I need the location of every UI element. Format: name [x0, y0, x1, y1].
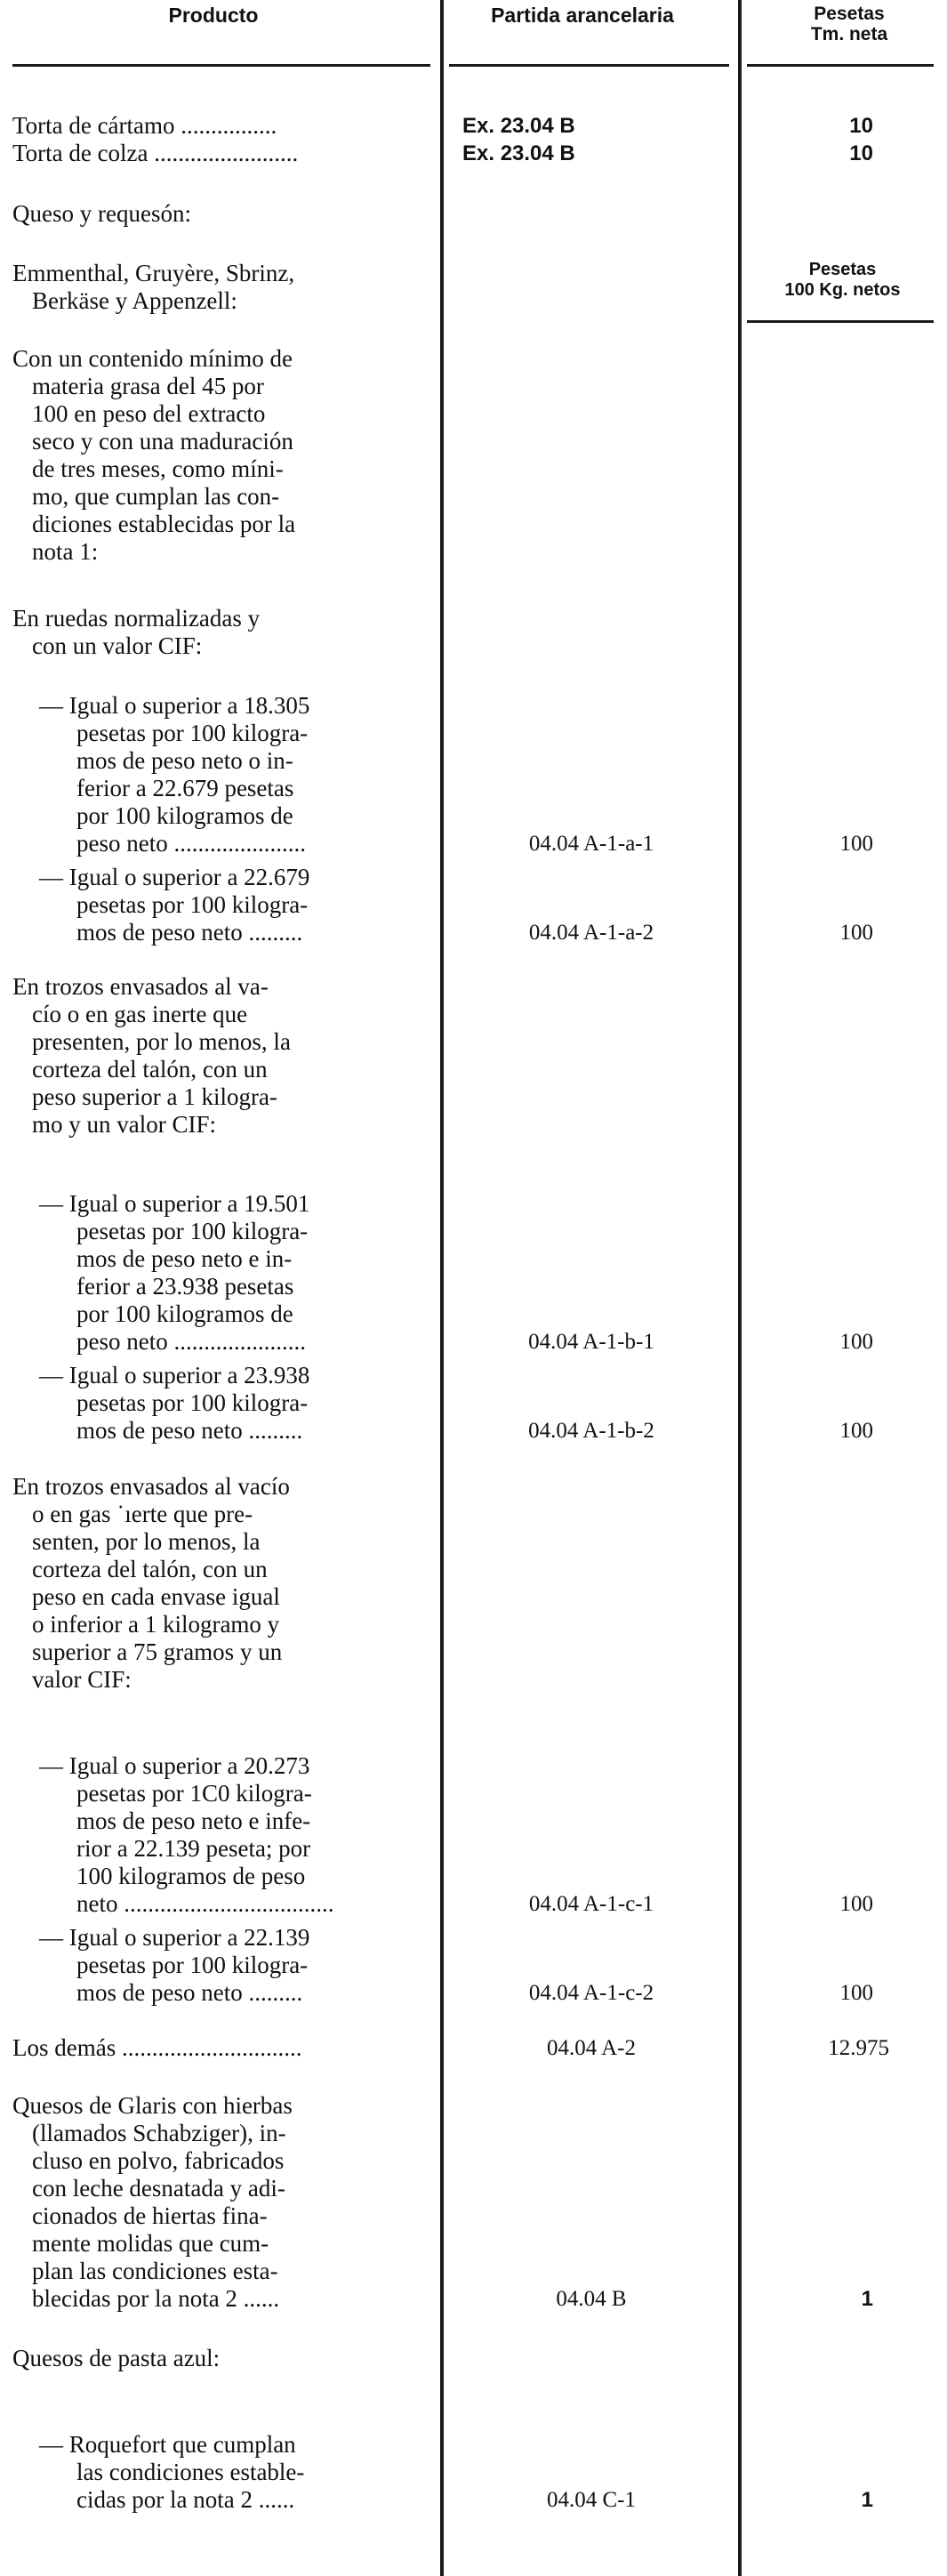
section-heading-emmenthal: [12, 260, 294, 315]
section-heading-queso: Queso y requesón:: [12, 200, 191, 227]
code-a-2: 04.04 A-2: [547, 2036, 636, 2060]
text-line: Berkäse y Appenzell:: [32, 287, 237, 314]
text-line: seco y con una maduración: [32, 428, 293, 455]
text-line: En trozos envasados al va-: [12, 973, 269, 1000]
text-line: — Igual o superior a 22.139: [39, 1924, 310, 1951]
text-line: peso neto ......................: [76, 1328, 306, 1355]
text-line: mos de peso neto e in-: [76, 1245, 293, 1272]
paragraph-trozos-igual-inferior-1kg: [12, 1473, 290, 1694]
value-a-2: 12.975: [828, 2036, 889, 2060]
value-a-1-c-1: 100: [839, 1892, 873, 1916]
text-line: de tres meses, como míni-: [32, 455, 284, 482]
text-line: cluso en polvo, fabricados: [32, 2147, 285, 2174]
text-line: mos de peso neto .........: [76, 1979, 303, 2006]
subheader-pesetas-100kg: [747, 260, 938, 301]
code-a-1-a-1: 04.04 A-1-a-1: [528, 832, 654, 856]
text-line: pesetas por 100 kilogra-: [76, 1389, 309, 1416]
row-value-torta-cartamo: 10: [849, 114, 873, 138]
value-c-1: 1: [861, 2488, 873, 2512]
value-a-1-b-1: 100: [839, 1330, 873, 1354]
text-line: — Igual o superior a 20.273: [39, 1752, 310, 1779]
text-line: blecidas por la nota 2 ......: [32, 2285, 280, 2312]
paragraph-quesos-glaris: [12, 2092, 293, 2313]
text-line: pesetas por 100 kilogra-: [76, 891, 309, 918]
text-line: mos de peso neto o in-: [76, 747, 293, 774]
text-line: peso neto ......................: [76, 830, 306, 857]
text-line: cidas por la nota 2 ......: [76, 2486, 295, 2513]
value-a-1-a-2: 100: [839, 921, 873, 945]
row-code-torta-cartamo: Ex. 23.04 B: [462, 114, 575, 138]
text-line: 100 en peso del extracto: [32, 400, 266, 427]
column-divider-1: [440, 0, 444, 2576]
text-line: — Igual o superior a 22.679: [39, 864, 310, 890]
text-line: peso en cada envase igual: [32, 1583, 280, 1610]
text-line: pesetas por 100 kilogra-: [76, 1218, 309, 1244]
text-line: En ruedas normalizadas y: [12, 605, 261, 632]
text-line: neto ...................................: [76, 1890, 334, 1917]
code-a-1-c-2: 04.04 A-1-c-2: [528, 1981, 654, 2005]
text-line: — Roquefort que cumplan: [39, 2431, 296, 2458]
text-line: senten, por lo menos, la: [32, 1528, 261, 1555]
text-line: presenten, por lo menos, la: [32, 1028, 291, 1055]
value-b: 1: [861, 2287, 873, 2311]
text-line: corteza del talón, con un: [32, 1556, 268, 1582]
paragraph-trozos-superior-1kg: [12, 973, 291, 1139]
subheader-line-1: Pesetas: [808, 260, 877, 279]
text-line: pesetas por 100 kilogra-: [76, 1952, 309, 1978]
text-line: mos de peso neto e infe-: [76, 1807, 311, 1834]
text-line: ferior a 22.679 pesetas: [76, 775, 294, 801]
text-line: con leche desnatada y adi-: [32, 2175, 285, 2202]
text-line: mos de peso neto .........: [76, 1417, 303, 1444]
text-line: por 100 kilogramos de: [76, 1300, 293, 1327]
row-code-torta-colza: Ex. 23.04 B: [462, 141, 575, 165]
item-a-1-a-2: [39, 864, 309, 946]
code-a-1-a-2: 04.04 A-1-a-2: [528, 921, 654, 945]
text-line: Quesos de Glaris con hierbas: [12, 2092, 293, 2119]
code-a-1-b-1: 04.04 A-1-b-1: [528, 1330, 654, 1354]
subheader-line-2: 100 Kg. netos: [784, 280, 901, 300]
text-line: pesetas por 100 kilogra-: [76, 720, 309, 746]
text-line: Con un contenido mínimo de: [12, 345, 293, 372]
text-line: (llamados Schabziger), in-: [32, 2120, 286, 2146]
text-line: mo y un valor CIF:: [32, 1111, 216, 1138]
value-a-1-c-2: 100: [839, 1981, 873, 2005]
text-line: mente molidas que cum-: [32, 2230, 269, 2257]
text-line: con un valor CIF:: [32, 632, 203, 659]
text-line: cionados de hiertas fina-: [32, 2202, 268, 2229]
item-c-1-roquefort: [39, 2431, 304, 2514]
text-line: superior a 75 gramos y un: [32, 1638, 283, 1665]
text-line: diciones establecidas por la: [32, 511, 296, 537]
text-line: nota 1:: [32, 538, 99, 565]
text-line: corteza del talón, con un: [32, 1056, 268, 1083]
text-line: o en gas ˙ıerte que pre-: [32, 1501, 253, 1527]
code-a-1-b-2: 04.04 A-1-b-2: [528, 1419, 654, 1443]
paragraph-ruedas-normalizadas: [12, 605, 260, 660]
text-line: — Igual o superior a 23.938: [39, 1362, 310, 1389]
text-line: las condiciones estable-: [76, 2459, 305, 2485]
column-header-pesetas: [751, 4, 947, 44]
code-c-1: 04.04 C-1: [547, 2488, 636, 2512]
text-line: En trozos envasados al vacío: [12, 1473, 290, 1500]
text-line: plan las condiciones esta-: [32, 2258, 278, 2284]
text-line: 100 kilogramos de peso: [76, 1863, 306, 1889]
subheader-rule: [747, 320, 934, 323]
text-line: — Igual o superior a 18.305: [39, 692, 310, 719]
text-line: o inferior a 1 kilogramo y: [32, 1611, 280, 1638]
section-heading-pasta-azul: Quesos de pasta azul:: [12, 2345, 221, 2371]
row-product-los-demas: Los demás ..............................: [12, 2034, 302, 2061]
column-divider-2: [738, 0, 742, 2576]
row-product-torta-cartamo: Torta de cártamo ................: [12, 112, 277, 139]
column-header-producto: Producto: [168, 4, 259, 27]
text-line: Emmenthal, Gruyère, Sbrinz,: [12, 260, 295, 286]
row-value-torta-colza: 10: [849, 141, 873, 165]
text-line: por 100 kilogramos de: [76, 802, 293, 829]
pesetas-header-line-2: Tm. neta: [810, 24, 888, 44]
code-a-1-c-1: 04.04 A-1-c-1: [528, 1892, 654, 1916]
text-line: pesetas por 1C0 kilogra-: [76, 1780, 312, 1807]
value-a-1-a-1: 100: [839, 832, 873, 856]
text-line: mos de peso neto .........: [76, 919, 303, 946]
item-a-1-c-1: [39, 1752, 334, 1918]
header-rule-left: [12, 64, 430, 67]
item-a-1-a-1: [39, 692, 309, 857]
text-line: rior a 22.139 peseta; por: [76, 1835, 311, 1862]
value-a-1-b-2: 100: [839, 1419, 873, 1443]
text-line: peso superior a 1 kilogra-: [32, 1083, 277, 1110]
text-line: — Igual o superior a 19.501: [39, 1190, 310, 1217]
text-line: cío o en gas inerte que: [32, 1001, 248, 1027]
column-header-partida: Partida arancelaria: [491, 4, 674, 27]
pesetas-header-line-1: Pesetas: [814, 4, 885, 24]
paragraph-contenido-minimo: [12, 345, 295, 566]
text-line: ferior a 23.938 pesetas: [76, 1273, 294, 1300]
text-line: valor CIF:: [32, 1666, 132, 1693]
row-product-torta-colza: Torta de colza ........................: [12, 140, 299, 166]
item-a-1-c-2: [39, 1924, 309, 2007]
text-line: mo, que cumplan las con-: [32, 483, 280, 510]
header-rule-right: [747, 64, 934, 67]
item-a-1-b-1: [39, 1190, 309, 1356]
code-b: 04.04 B: [556, 2287, 627, 2311]
header-rule-mid: [449, 64, 729, 67]
item-a-1-b-2: [39, 1362, 309, 1445]
text-line: materia grasa del 45 por: [32, 373, 264, 399]
